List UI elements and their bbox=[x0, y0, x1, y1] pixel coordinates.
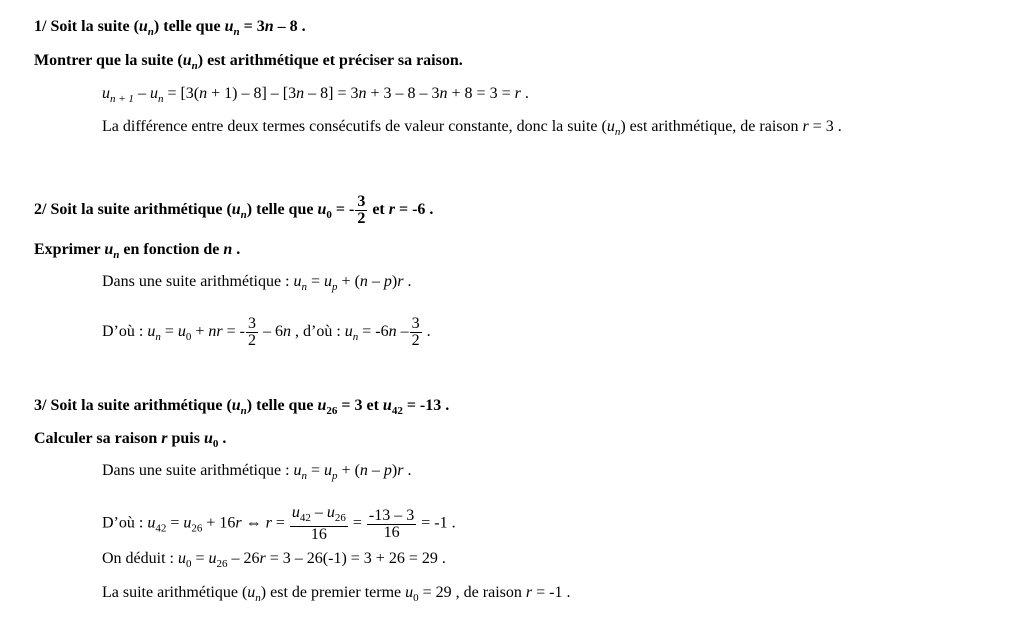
math-subscript: 42 bbox=[391, 405, 403, 417]
math-text: – 6 bbox=[258, 323, 283, 341]
math-text: u bbox=[382, 397, 392, 414]
math-text: – bbox=[310, 504, 327, 521]
math-text: r bbox=[802, 118, 809, 135]
math-subscript: n + 1 bbox=[110, 93, 134, 105]
math-text: u bbox=[317, 201, 327, 219]
ex2-title bbox=[34, 194, 433, 227]
math-text: n bbox=[296, 85, 305, 102]
math-text: = bbox=[307, 273, 325, 290]
math-subscript: n bbox=[147, 26, 154, 38]
math-text: n bbox=[282, 323, 291, 341]
math-text: u bbox=[104, 241, 114, 258]
math-text: . bbox=[232, 241, 241, 258]
math-text: u bbox=[138, 18, 148, 35]
math-text: D’où : bbox=[102, 514, 148, 532]
ex1-calculation bbox=[102, 84, 529, 109]
math-text: – 8] = 3 bbox=[304, 85, 359, 102]
math-text: Calculer sa raison bbox=[34, 430, 162, 447]
math-text: Exprimer bbox=[34, 241, 105, 258]
math-text: = bbox=[307, 462, 325, 479]
ex3-deduction bbox=[102, 549, 446, 574]
math-subscript: n bbox=[352, 331, 359, 344]
ex1-conclusion bbox=[102, 117, 842, 142]
math-text: n bbox=[264, 18, 274, 35]
math-subscript: 42 bbox=[155, 522, 167, 535]
math-text: 16 bbox=[367, 524, 416, 541]
math-text: . bbox=[218, 430, 227, 447]
math-text bbox=[290, 505, 348, 526]
math-text: ) est de premier terme bbox=[260, 584, 406, 601]
math-text: = bbox=[348, 514, 366, 532]
math-text: r bbox=[397, 462, 404, 479]
math-text: + 3 – 8 – 3 bbox=[366, 85, 440, 102]
math-text: u bbox=[231, 201, 241, 219]
math-text: u bbox=[149, 85, 158, 102]
math-text: -13 – 3 bbox=[368, 506, 415, 524]
math-subscript: n bbox=[113, 249, 120, 261]
math-text: – bbox=[133, 85, 150, 102]
ex3-conclusion bbox=[102, 583, 570, 608]
math-text: + ( bbox=[337, 462, 360, 479]
math-subscript: 26 bbox=[334, 512, 346, 524]
math-subscript: n bbox=[240, 405, 247, 417]
math-text: ) est arithmétique et préciser sa raison. bbox=[197, 52, 463, 69]
math-text: = -13 . bbox=[402, 397, 450, 414]
math-text: 2/ Soit la suite arithmétique ( bbox=[34, 201, 232, 219]
ex3-title bbox=[34, 396, 449, 421]
math-subscript: n bbox=[233, 26, 240, 38]
math-text: La suite arithmétique ( bbox=[102, 584, 248, 601]
math-text: r bbox=[259, 550, 266, 567]
math-subscript: 0 bbox=[186, 558, 192, 570]
math-text: = 3 – 26(-1) = 3 + 26 = 29 . bbox=[265, 550, 446, 567]
ex2-question bbox=[34, 240, 240, 265]
math-text: La différence entre deux termes consécutifs de valeur constante, donc la suite ( bbox=[102, 118, 607, 135]
math-text: – bbox=[367, 273, 384, 290]
math-text: u bbox=[177, 323, 186, 341]
math-subscript: n bbox=[301, 470, 308, 482]
math-text: = - bbox=[222, 323, 245, 341]
math-text: + ( bbox=[337, 273, 360, 290]
math-text: u bbox=[183, 514, 192, 532]
ex1-title bbox=[34, 17, 306, 42]
math-text: Montrer que la suite ( bbox=[34, 52, 183, 69]
math-text: ) est arithmétique, de raison bbox=[620, 118, 803, 135]
math-text: u bbox=[324, 462, 333, 479]
math-text: 3 bbox=[357, 193, 366, 210]
math-text: u bbox=[247, 584, 256, 601]
math-subscript: 42 bbox=[299, 512, 311, 524]
math-text: r bbox=[235, 514, 242, 532]
math-text: + 16 bbox=[202, 514, 236, 532]
math-subscript: 26 bbox=[191, 522, 203, 535]
math-text: On déduit : bbox=[102, 550, 178, 567]
math-text: n bbox=[388, 323, 397, 341]
math-text: = bbox=[191, 550, 209, 567]
math-text: ) telle que bbox=[246, 397, 318, 414]
math-text: . bbox=[422, 323, 431, 341]
math-subscript: 0 bbox=[185, 331, 192, 344]
math-text: u bbox=[324, 273, 333, 290]
math-subscript: 26 bbox=[326, 405, 338, 417]
math-text: u bbox=[224, 18, 234, 35]
math-text: – 26 bbox=[227, 550, 260, 567]
math-text: n bbox=[199, 85, 208, 102]
math-text: 2 bbox=[357, 210, 366, 227]
math-text: = - bbox=[331, 201, 355, 219]
math-text: 3/ Soit la suite arithmétique ( bbox=[34, 397, 232, 414]
math-text: . bbox=[403, 462, 412, 479]
math-text: r bbox=[397, 273, 404, 290]
math-text: Dans une suite arithmétique : bbox=[102, 462, 294, 479]
fraction-3-over-2 bbox=[355, 194, 367, 227]
math-subscript: n bbox=[155, 331, 161, 344]
math-subscript: n bbox=[301, 281, 308, 293]
math-subscript: 0 bbox=[212, 438, 219, 450]
math-text: 2 bbox=[247, 332, 256, 349]
math-subscript: n bbox=[614, 126, 621, 138]
math-text: ) telle que bbox=[153, 18, 225, 35]
math-text: p bbox=[383, 462, 392, 479]
math-text: u bbox=[606, 118, 615, 135]
math-text: = bbox=[271, 514, 289, 532]
math-subscript: 0 bbox=[413, 592, 419, 604]
math-text: u bbox=[203, 430, 213, 447]
math-text: u bbox=[293, 462, 302, 479]
math-text: p bbox=[383, 273, 392, 290]
ex1-question bbox=[34, 51, 463, 76]
math-text: – 8 . bbox=[273, 18, 306, 35]
math-text: n bbox=[358, 85, 367, 102]
math-text: 16 bbox=[290, 526, 348, 543]
ex3-formula bbox=[102, 461, 411, 486]
math-text: = bbox=[166, 514, 184, 532]
math-text: ) bbox=[391, 462, 398, 479]
math-text: = 3 et bbox=[337, 397, 383, 414]
math-text: = -1 . bbox=[532, 584, 571, 601]
math-text: 1/ Soit la suite ( bbox=[34, 18, 139, 35]
math-text: 3 bbox=[247, 315, 256, 332]
math-text: = -6 . bbox=[394, 201, 434, 219]
math-text: D’où : bbox=[102, 323, 148, 341]
fraction-u42-minus-u26-over-16 bbox=[290, 505, 348, 543]
math-text: u bbox=[231, 397, 241, 414]
math-text: r bbox=[161, 430, 168, 447]
math-text: u bbox=[208, 550, 217, 567]
math-text: u bbox=[291, 504, 300, 521]
math-text: + 1) – 8] – [3 bbox=[207, 85, 297, 102]
math-text: , d’où : bbox=[290, 323, 345, 341]
math-text: = bbox=[160, 323, 178, 341]
math-text: u bbox=[147, 323, 156, 341]
math-text: et bbox=[368, 201, 389, 219]
math-text: . bbox=[403, 273, 412, 290]
math-text: Dans une suite arithmétique : bbox=[102, 273, 294, 290]
math-text: r bbox=[514, 85, 521, 102]
math-text: puis bbox=[167, 430, 204, 447]
math-text: + 8 = 3 = bbox=[447, 85, 515, 102]
math-text: 2 bbox=[411, 332, 420, 349]
math-text: = -1 . bbox=[417, 514, 456, 532]
math-text: u bbox=[317, 397, 327, 414]
math-text: r bbox=[388, 201, 395, 219]
math-text: u bbox=[405, 584, 414, 601]
math-text: = -6 bbox=[358, 323, 389, 341]
math-subscript: n bbox=[255, 592, 261, 604]
math-text: n bbox=[359, 273, 368, 290]
math-text: n bbox=[223, 241, 233, 258]
math-text: u bbox=[293, 273, 302, 290]
ex2-formula bbox=[102, 272, 411, 297]
ex3-derivation bbox=[102, 505, 456, 543]
math-text: 3 bbox=[411, 315, 420, 332]
math-text: = 3 . bbox=[808, 118, 842, 135]
math-text: nr bbox=[208, 323, 223, 341]
math-subscript: n bbox=[191, 60, 198, 72]
math-subscript: n bbox=[157, 93, 164, 105]
math-text: = 29 , de raison bbox=[418, 584, 526, 601]
math-text: – bbox=[367, 462, 384, 479]
math-text: . bbox=[520, 85, 529, 102]
ex2-derivation bbox=[102, 316, 431, 349]
math-subscript: 0 bbox=[326, 209, 332, 222]
math-text: – bbox=[396, 323, 409, 341]
math-text: r bbox=[265, 514, 272, 532]
math-text: n bbox=[359, 462, 368, 479]
math-text: u bbox=[102, 85, 110, 102]
math-subscript: p bbox=[332, 470, 338, 482]
fraction-3-over-2 bbox=[246, 316, 258, 349]
math-subscript: p bbox=[332, 281, 338, 293]
math-subscript: n bbox=[240, 209, 247, 222]
math-text: u bbox=[182, 52, 192, 69]
math-text: u bbox=[344, 323, 353, 341]
math-text: = [3( bbox=[163, 85, 200, 102]
math-text: = 3 bbox=[239, 18, 265, 35]
math-text: ⇔ bbox=[241, 514, 266, 532]
math-text: ) telle que bbox=[246, 201, 318, 219]
math-text: u bbox=[147, 514, 156, 532]
math-text: en fonction de bbox=[119, 241, 224, 258]
fraction-minus13-minus3-over-16 bbox=[367, 508, 416, 541]
math-text: ) bbox=[391, 273, 398, 290]
math-text: + bbox=[191, 323, 209, 341]
fraction-3-over-2 bbox=[410, 316, 422, 349]
math-text: r bbox=[525, 584, 533, 601]
math-text: n bbox=[439, 85, 448, 102]
ex3-question bbox=[34, 429, 226, 454]
math-text: u bbox=[326, 504, 335, 521]
math-text: u bbox=[178, 550, 186, 567]
math-subscript: 26 bbox=[216, 558, 228, 570]
